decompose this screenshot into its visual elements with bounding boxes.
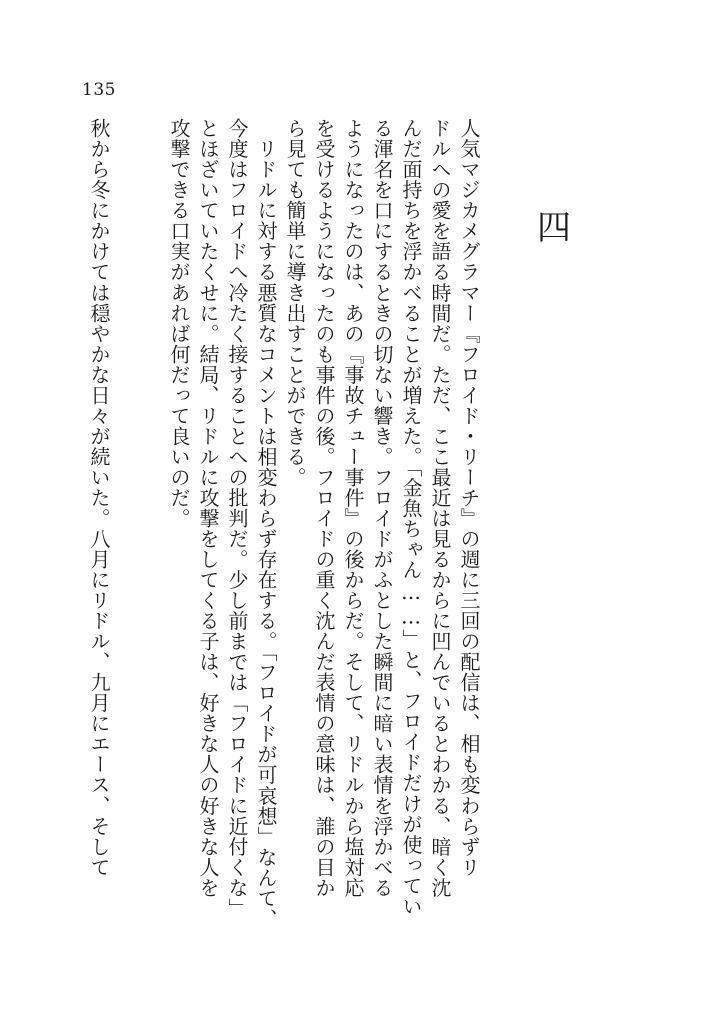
blank-line — [135, 118, 165, 948]
text-line: ら見ても簡単に導き出すことができる。 — [283, 118, 307, 488]
text-line: る渾名を口にするときの切ない響き。フロイドがふとした瞬間に暗い表情を浮かべる — [370, 118, 394, 898]
chapter-heading: 四 — [537, 208, 571, 248]
text-line: 秋から冬にかけては穏やかな日々が続いた。八月にリドル、九月にエース、そして — [87, 118, 111, 878]
text-line: 攻撃できる口実があれば何だって良いのだ。 — [167, 118, 191, 529]
text-line: とほざいていたくせに。結局、リドルに攻撃をしてくる子は、好きな人の好きな人を — [196, 118, 220, 898]
text-line: ドルへの愛を語る時間だ。ただ、ここ最近は見るからに凹んでいるとわかる、暗く沈 — [428, 118, 452, 898]
text-line: 今度はフロイドへ冷たく接することへの批判だ。少し前までは「フロイドに近付くな」 — [225, 118, 249, 919]
page-number: 135 — [82, 80, 116, 100]
text-line: リドルに対する悪質なコメントは相変わらず存在する。「フロイドが可哀想」なんて、 — [254, 118, 278, 929]
text-line: 人気マジカメグラマー『フロイド・リーチ』の週に三回の配信は、相も変わらずリ — [457, 118, 481, 878]
text-line: ようになったのは、あの『事故チュー事件』の後からだ。そして、リドルから塩対応 — [341, 118, 365, 898]
text-line: んだ面持ちを浮かべることが増えた。「金魚ちゃん……」と、フロイドだけが使ってい — [399, 118, 423, 917]
text-line: を受けるようになったのも事件の後。フロイドの重く沈んだ表情の意味は、誰の目か — [312, 118, 336, 898]
